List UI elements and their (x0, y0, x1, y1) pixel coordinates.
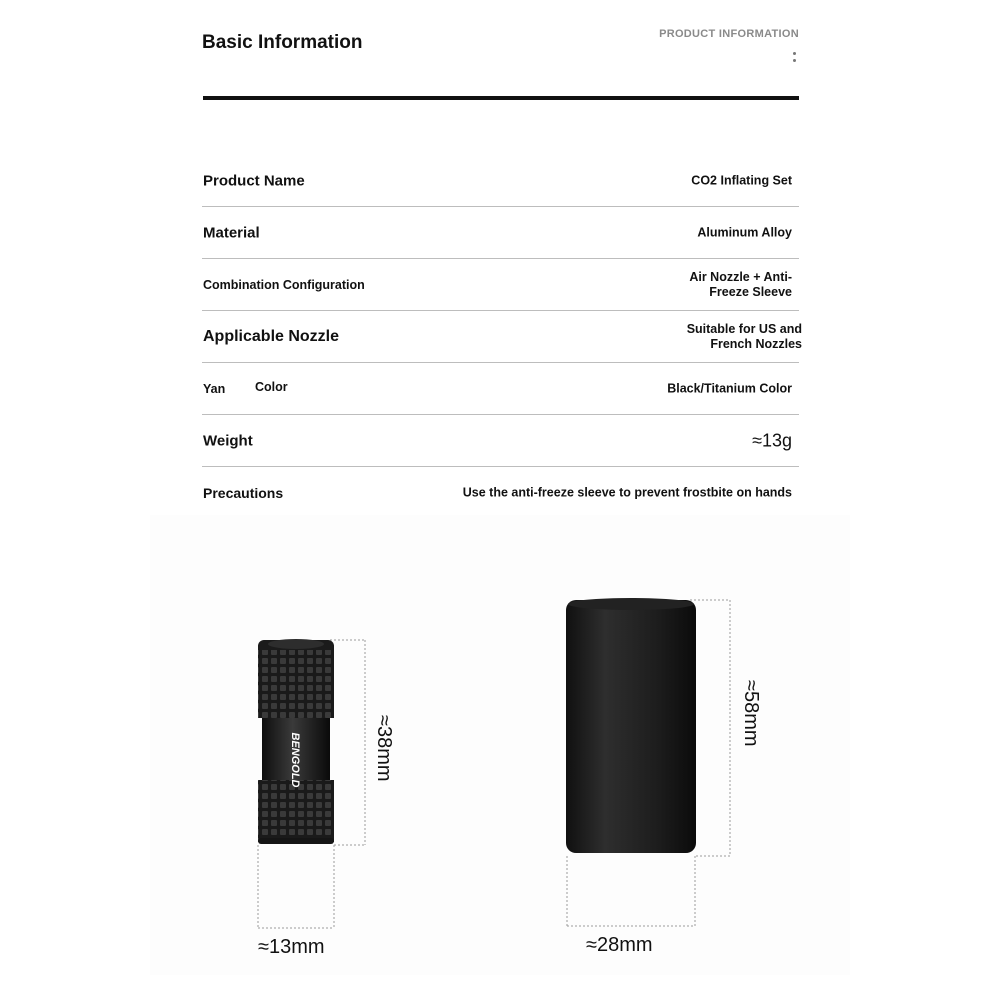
sleeve-width-label: ≈28mm (586, 934, 653, 956)
spec-label: Material (203, 224, 260, 241)
spec-value-line: Air Nozzle + Anti- (689, 269, 792, 284)
spec-label: Product Name (203, 172, 305, 189)
header-title: Basic Information (202, 32, 363, 53)
spec-value-line: French Nozzles (710, 336, 802, 351)
spec-value-line: Suitable for US and (686, 321, 802, 336)
spec-value: ≈13g (752, 430, 792, 450)
nozzle-height-label: ≈38mm (373, 715, 395, 782)
spec-label-prefix: Yan (203, 381, 226, 396)
spec-value: Aluminum Alloy (697, 225, 792, 239)
spec-value: Use the anti-freeze sleeve to prevent frostbite on hands (462, 485, 792, 499)
sleeve-height-label: ≈58mm (740, 680, 762, 747)
spec-label: Applicable Nozzle (203, 327, 340, 345)
header-subtitle: PRODUCT INFORMATION (659, 28, 799, 40)
air-nozzle (258, 639, 334, 844)
spec-label: Precautions (203, 484, 284, 501)
spec-label: Weight (203, 432, 253, 449)
nozzle-brand-logo: BENGOLD (289, 732, 301, 788)
anti-freeze-sleeve (566, 598, 696, 853)
spec-value-line: Freeze Sleeve (709, 284, 792, 299)
spec-value: Black/Titanium Color (667, 381, 792, 395)
nozzle-width-label: ≈13mm (258, 936, 325, 958)
spec-value: CO2 Inflating Set (691, 173, 792, 187)
spec-label-color: Color (255, 379, 288, 394)
spec-label: Combination Configuration (203, 277, 365, 292)
